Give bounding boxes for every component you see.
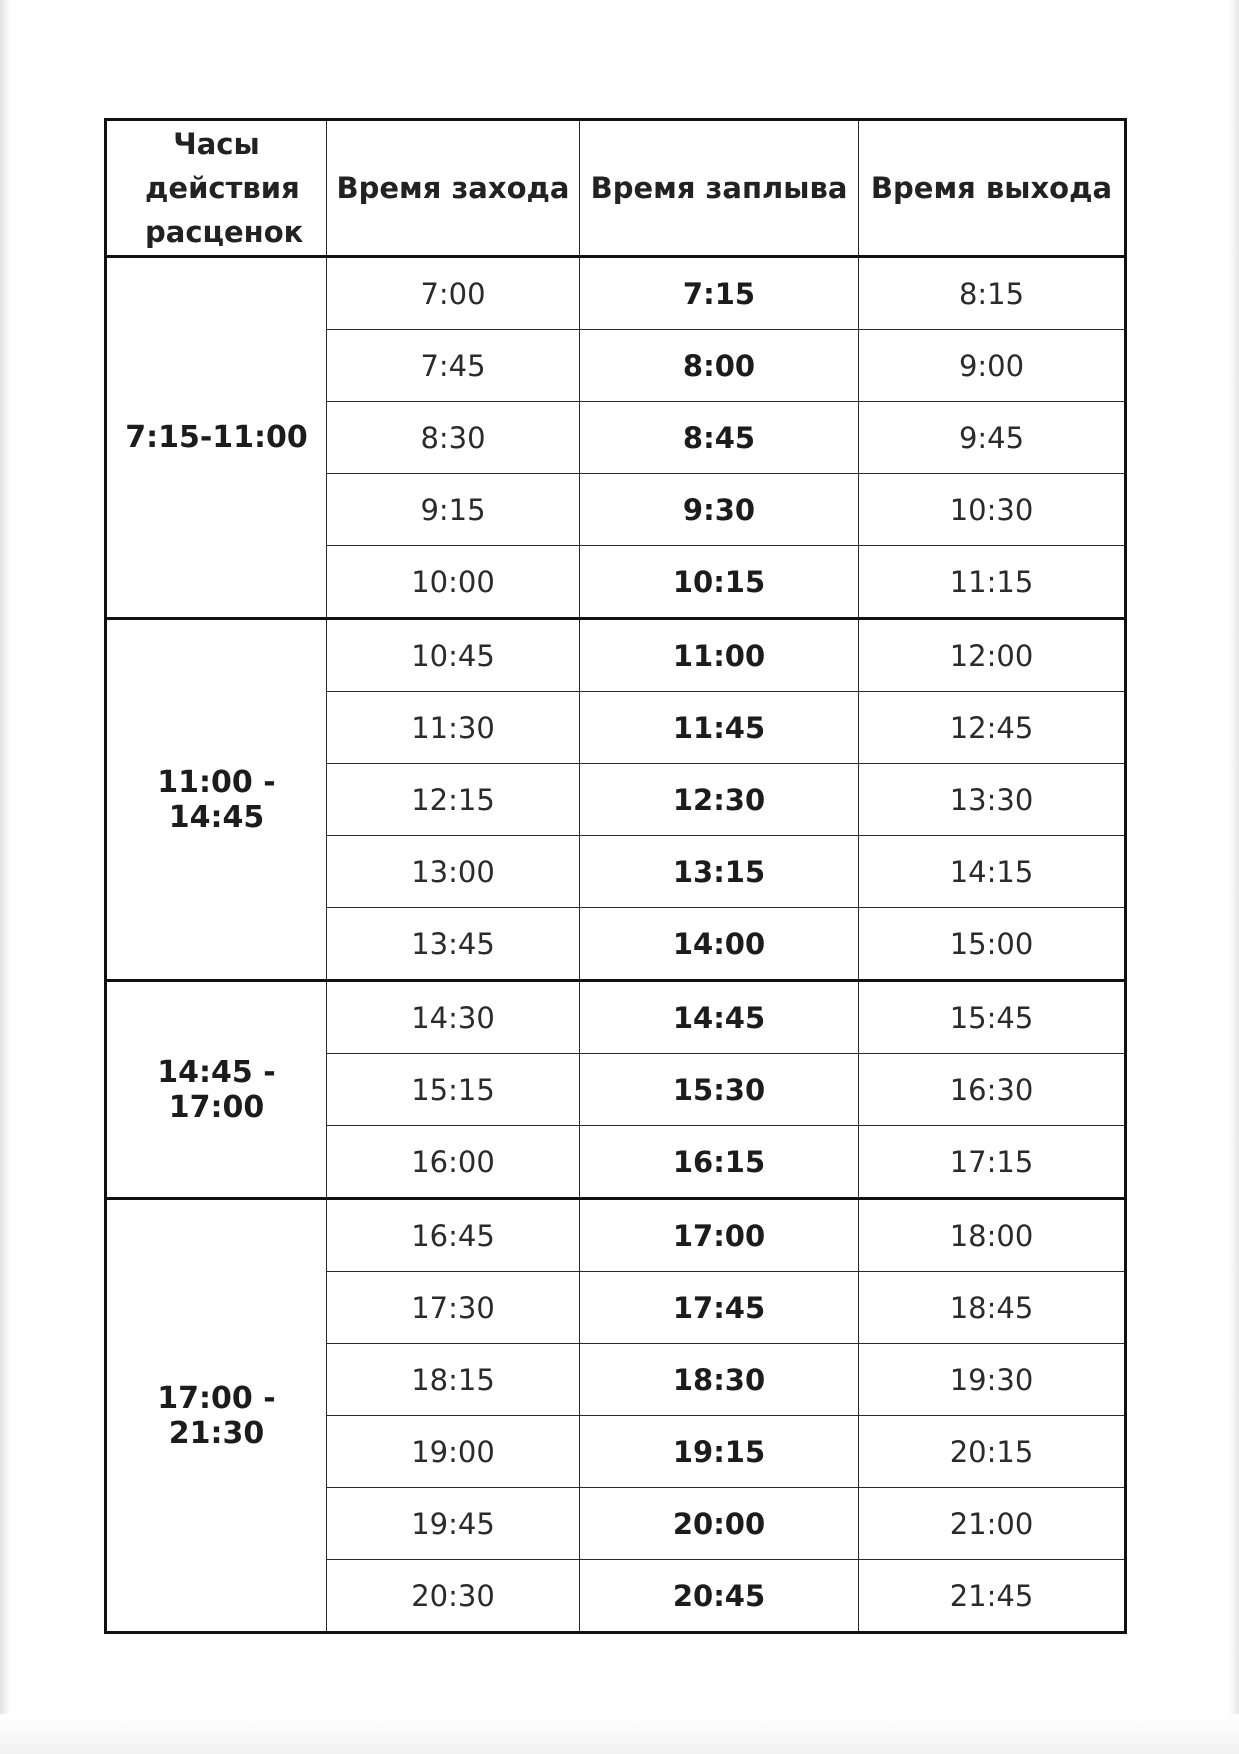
swim-time-cell: 12:30 — [580, 764, 859, 836]
exit-time-cell: 20:15 — [859, 1416, 1126, 1488]
price-hours-range: 7:15-11:00 — [106, 257, 327, 619]
swim-time-cell: 9:30 — [580, 474, 859, 546]
header-exit-time: Время выхода — [859, 120, 1126, 257]
swim-time-cell: 11:00 — [580, 619, 859, 692]
exit-time-cell: 9:00 — [859, 330, 1126, 402]
exit-time-cell: 9:45 — [859, 402, 1126, 474]
swim-time-cell: 7:15 — [580, 257, 859, 330]
exit-time-cell: 19:30 — [859, 1344, 1126, 1416]
entry-time-cell: 7:45 — [327, 330, 580, 402]
header-swim-time: Время заплыва — [580, 120, 859, 257]
swim-time-cell: 10:15 — [580, 546, 859, 619]
entry-time-cell: 10:00 — [327, 546, 580, 619]
exit-time-cell: 14:15 — [859, 836, 1126, 908]
entry-time-cell: 18:15 — [327, 1344, 580, 1416]
schedule-body — [106, 257, 1126, 1633]
exit-time-cell: 21:00 — [859, 1488, 1126, 1560]
swim-time-cell: 15:30 — [580, 1054, 859, 1126]
table-row — [106, 1199, 1126, 1272]
entry-time-cell: 20:30 — [327, 1560, 580, 1633]
price-hours-range: 11:00 - 14:45 — [106, 619, 327, 981]
exit-time-cell: 15:45 — [859, 981, 1126, 1054]
entry-time-cell: 15:15 — [327, 1054, 580, 1126]
scan-top-edge — [0, 0, 1239, 38]
entry-time-cell: 19:45 — [327, 1488, 580, 1560]
swim-time-cell: 14:00 — [580, 908, 859, 981]
swim-time-cell: 17:45 — [580, 1272, 859, 1344]
price-hours-range: 17:00 - 21:30 — [106, 1199, 327, 1633]
scan-left-edge — [0, 0, 10, 1754]
swim-time-cell: 14:45 — [580, 981, 859, 1054]
exit-time-cell: 21:45 — [859, 1560, 1126, 1633]
table-row — [106, 257, 1126, 330]
entry-time-cell: 7:00 — [327, 257, 580, 330]
entry-time-cell: 13:00 — [327, 836, 580, 908]
header-price-hours: Часы действия расценок — [106, 120, 327, 257]
exit-time-cell: 12:00 — [859, 619, 1126, 692]
entry-time-cell: 14:30 — [327, 981, 580, 1054]
exit-time-cell: 16:30 — [859, 1054, 1126, 1126]
exit-time-cell: 10:30 — [859, 474, 1126, 546]
swim-time-cell: 16:15 — [580, 1126, 859, 1199]
price-hours-range: 14:45 - 17:00 — [106, 981, 327, 1199]
header-entry-time: Время захода — [327, 120, 580, 257]
table-header-row — [106, 120, 1126, 257]
scan-right-edge — [1229, 0, 1239, 1754]
exit-time-cell: 17:15 — [859, 1126, 1126, 1199]
entry-time-cell: 10:45 — [327, 619, 580, 692]
entry-time-cell: 11:30 — [327, 692, 580, 764]
swim-time-cell: 18:30 — [580, 1344, 859, 1416]
entry-time-cell: 8:30 — [327, 402, 580, 474]
entry-time-cell: 17:30 — [327, 1272, 580, 1344]
entry-time-cell: 9:15 — [327, 474, 580, 546]
exit-time-cell: 15:00 — [859, 908, 1126, 981]
swim-time-cell: 19:15 — [580, 1416, 859, 1488]
entry-time-cell: 12:15 — [327, 764, 580, 836]
swim-time-cell: 17:00 — [580, 1199, 859, 1272]
swim-time-cell: 20:00 — [580, 1488, 859, 1560]
entry-time-cell: 16:45 — [327, 1199, 580, 1272]
exit-time-cell: 12:45 — [859, 692, 1126, 764]
entry-time-cell: 19:00 — [327, 1416, 580, 1488]
exit-time-cell: 18:45 — [859, 1272, 1126, 1344]
swim-time-cell: 11:45 — [580, 692, 859, 764]
scan-bottom-edge — [0, 1714, 1239, 1754]
swim-time-cell: 13:15 — [580, 836, 859, 908]
exit-time-cell: 18:00 — [859, 1199, 1126, 1272]
swim-time-cell: 8:00 — [580, 330, 859, 402]
exit-time-cell: 11:15 — [859, 546, 1126, 619]
table-row — [106, 619, 1126, 692]
swim-time-cell: 8:45 — [580, 402, 859, 474]
table-row — [106, 981, 1126, 1054]
swim-time-cell: 20:45 — [580, 1560, 859, 1633]
entry-time-cell: 16:00 — [327, 1126, 580, 1199]
exit-time-cell: 13:30 — [859, 764, 1126, 836]
entry-time-cell: 13:45 — [327, 908, 580, 981]
price-schedule-table — [104, 118, 1127, 1634]
exit-time-cell: 8:15 — [859, 257, 1126, 330]
